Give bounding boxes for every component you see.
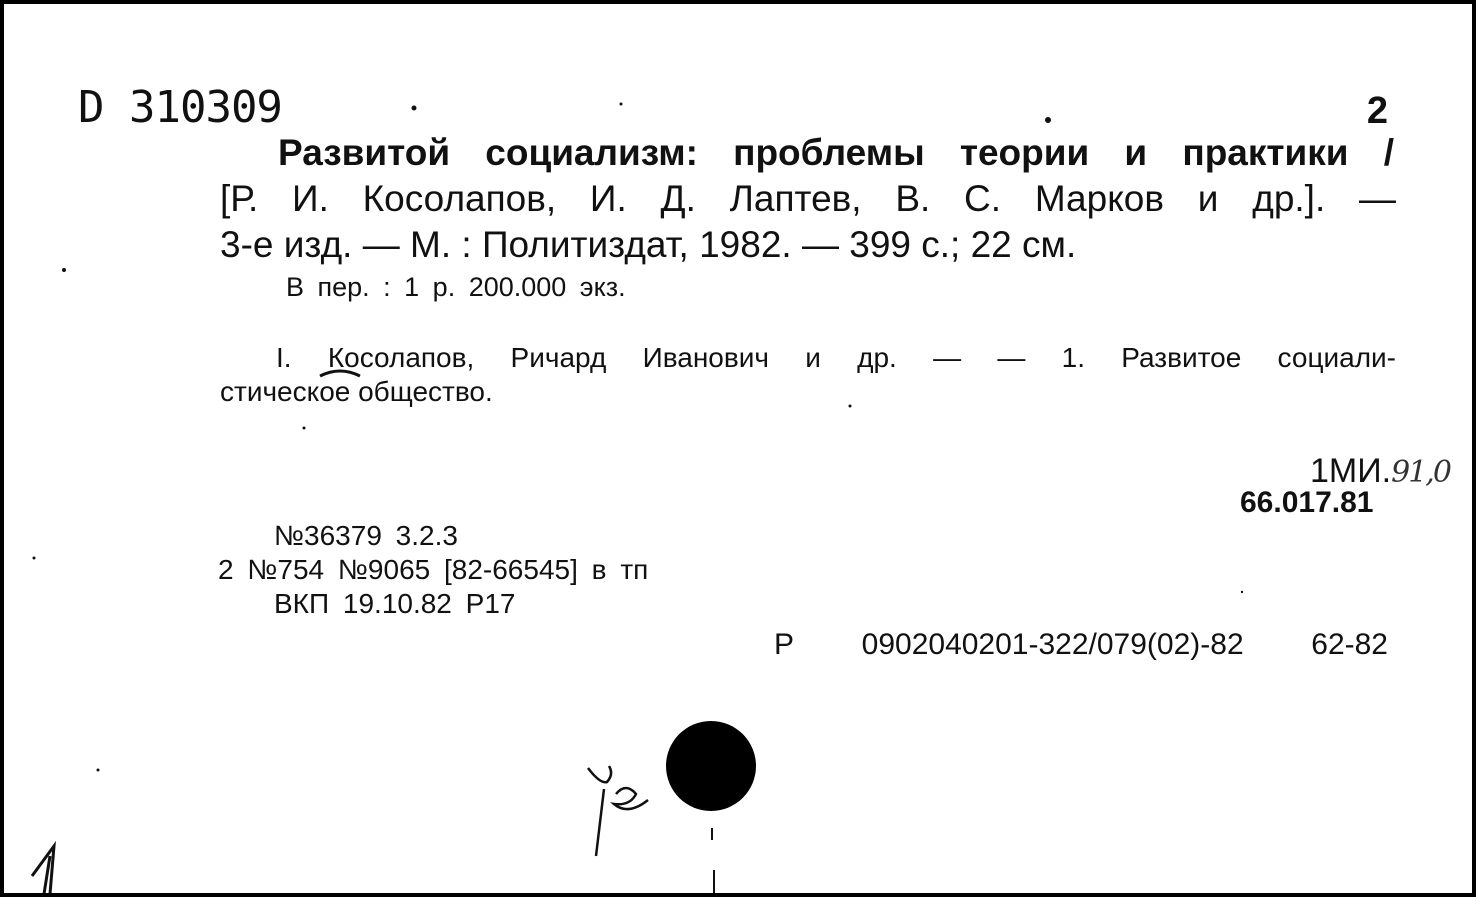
speck (620, 103, 623, 106)
tech-line-1: №36379 3.2.3 (274, 520, 458, 551)
tracing-line-2: стическое общество. (220, 376, 493, 407)
speck (849, 405, 852, 408)
handwritten-marks (4, 4, 1472, 893)
tech-line-3: ВКП 19.10.82 Р17 (274, 588, 516, 619)
classmark-handwritten: 91,0 (1391, 455, 1450, 490)
publisher-code: Р 0902040201-322/079(02)-82 62-82 (774, 628, 1388, 661)
handwritten-initials-mark (588, 766, 648, 856)
classmark-printed: 1МИ. (1310, 452, 1392, 490)
speck (62, 268, 66, 272)
price-line: В пер. : 1 р. 200.000 экз. (286, 272, 626, 302)
speck (1241, 591, 1243, 593)
bbk-index: 66.017.81 (1240, 486, 1374, 519)
speck (412, 106, 417, 111)
speck (1045, 117, 1051, 123)
authors-line: [Р. И. Косолапов, И. Д. Лаптев, В. С. Марков и др.]. — (220, 178, 1396, 219)
speck (97, 769, 100, 772)
call-number: D 310309 (78, 82, 282, 133)
tech-line-2: 2 №754 №9065 [82-66545] в тп (218, 554, 649, 585)
book-title: Развитой социализм: проблемы теории и практики / (278, 132, 1394, 173)
speck (33, 557, 36, 560)
handwritten-one-mark (32, 846, 54, 893)
underline-scribble (320, 371, 360, 376)
tracing-line-1: I. Косолапов, Ричард Иванович и др. — — 1. Развитое социали- (276, 342, 1396, 373)
copy-number: 2 (1366, 90, 1388, 132)
speck (303, 427, 306, 430)
edition-line: 3-е изд. — М. : Политиздат, 1982. — 399 с.; 22 см. (220, 224, 1077, 265)
